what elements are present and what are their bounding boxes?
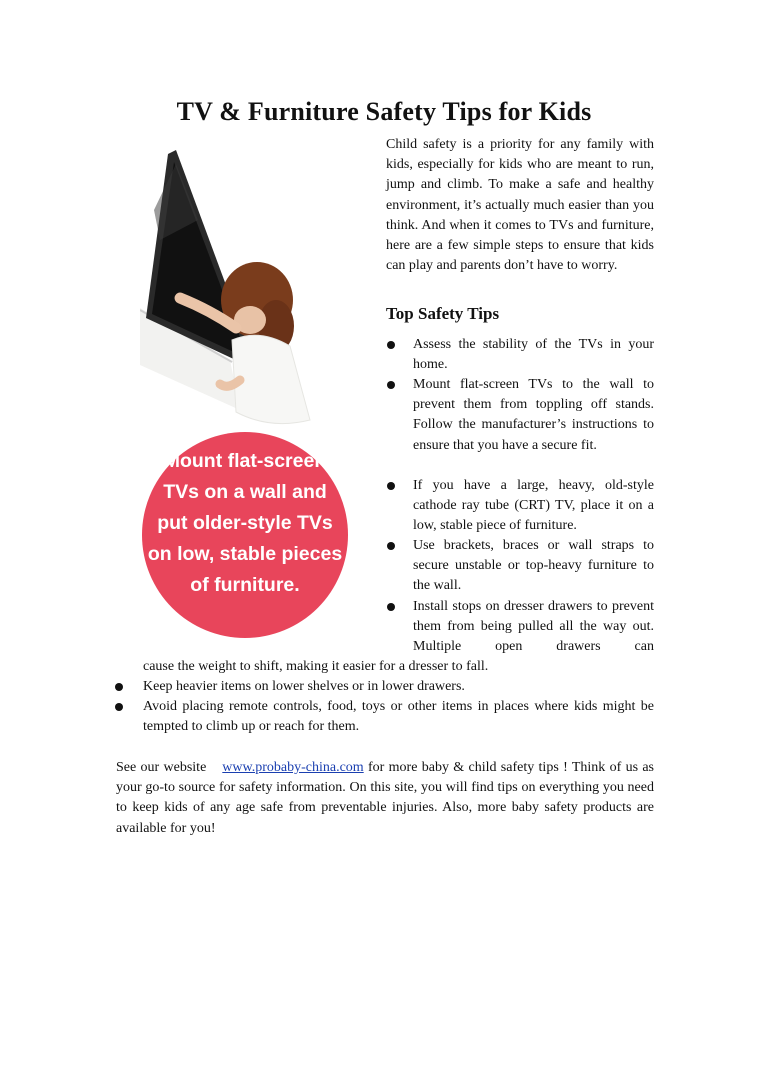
section-heading: Top Safety Tips: [386, 304, 500, 323]
tip-item: Avoid placing remote controls, food, toys or other items in places where kids might be tempted to climb up or reach for them.: [143, 697, 654, 737]
safety-illustration: [140, 150, 350, 640]
tip-item: Keep heavier items on lower shelves or in lower drawers.: [143, 677, 654, 697]
bullet-icon: [387, 381, 395, 389]
intro-paragraph: Child safety is a priority for any family with kids, especially for kids who are meant to run, jump and climb. To make a safe and healthy environment, it’s actually much easier than you think. And when it comes to TVs and furniture, here are a few simple steps to ensure that kids can play and parents don’t have to worry.: [386, 137, 654, 274]
tip-item: Assess the stability of the TVs in your home.: [413, 335, 654, 375]
bullet-icon: [387, 542, 395, 550]
tip-item: Install stops on dresser drawers to prevent them from being pulled all the way out. Multiple open drawers can: [413, 597, 654, 658]
outro-rest: for more baby & child safety tips ! Think of us as your go-to source for safety information. On this site, you will find tips on everything you need to keep kids of any age safe from preventable injuries. Also, more baby safety products are available for you!: [116, 760, 654, 836]
callout-line: TVs on a wall and: [163, 481, 327, 503]
bullet-icon: [387, 341, 395, 349]
bullet-icon: [115, 683, 123, 691]
tip-item: If you have a large, heavy, old-style cathode ray tube (CRT) TV, place it on a low, stable piece of furniture.: [413, 476, 654, 537]
tip-item: Mount flat-screen TVs to the wall to prevent them from toppling off stands. Follow the manufacturer’s instructions to ensure that you have a secure fit.: [413, 375, 654, 456]
outro-lead: See our website: [116, 760, 207, 775]
page-title: TV & Furniture Safety Tips for Kids: [176, 97, 592, 126]
tip-item: Use brackets, braces or wall straps to secure unstable or top-heavy furniture to the wall.: [413, 536, 654, 597]
bullet-icon: [115, 703, 123, 711]
tip-continuation: cause the weight to shift, making it easier for a dresser to fall.: [143, 659, 489, 674]
outro-paragraph: [116, 758, 654, 839]
callout-line: put older-style TVs: [157, 512, 333, 534]
callout-line: on low, stable pieces: [147, 543, 343, 565]
bullet-icon: [387, 482, 395, 490]
callout-line: of furniture.: [190, 574, 300, 596]
bullet-icon: [387, 603, 395, 611]
callout-line: Mount flat-screen: [163, 450, 327, 472]
website-link[interactable]: www.probaby-china.com: [222, 760, 364, 775]
